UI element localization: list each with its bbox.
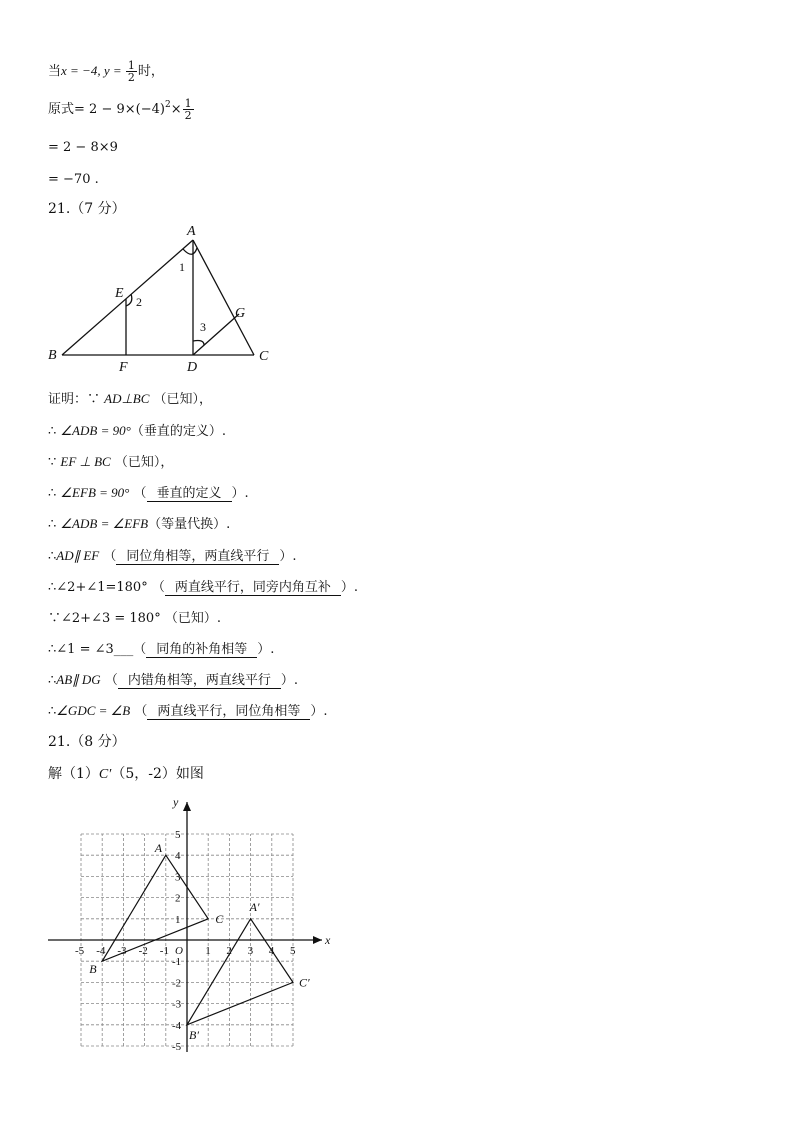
vertex-label: A	[154, 841, 163, 856]
proof-text: ∴	[48, 673, 57, 688]
point-label-c: C	[259, 349, 269, 364]
calc-text: 原式	[48, 102, 75, 117]
angle-label-3: 3	[200, 320, 206, 334]
proof-expr: ∠1 = ∠3	[56, 642, 114, 657]
vertex-label: C′	[299, 975, 310, 990]
calc-line-1	[48, 60, 164, 83]
angle-3-arc	[193, 341, 204, 346]
x-tick-label: -1	[159, 945, 169, 957]
answer-blank: 同角的补角相等	[146, 642, 257, 658]
y-axis-arrow	[183, 802, 191, 811]
y-tick-label: -2	[172, 977, 182, 990]
proof-reason: ）.	[279, 549, 297, 564]
origin-label: O	[175, 945, 183, 957]
x-axis-label: x	[325, 933, 331, 947]
calc-expr: = 2 − 9×(−4)	[74, 102, 165, 117]
y-tick-label: 3	[175, 871, 181, 884]
answer-blank: 内错角相等，两直线平行	[118, 673, 281, 689]
proof-expr: ∠2+∠3 = 180°	[61, 611, 161, 626]
answer-line	[48, 763, 204, 783]
proof-text: ∴	[48, 424, 61, 439]
proof-reason: （等量代换）.	[148, 517, 231, 532]
proof-line	[48, 607, 221, 626]
x-tick-label: -3	[117, 945, 127, 957]
proof-text: ∵	[48, 611, 62, 626]
y-tick-label: 4	[175, 850, 181, 863]
y-tick-label: -3	[172, 998, 182, 1011]
answer-prefix: 解（1）	[48, 766, 99, 782]
x-tick-label: 2	[226, 945, 232, 957]
proof-text: ∴	[48, 517, 61, 532]
calc-text: 当	[48, 64, 62, 79]
point-label-f: F	[119, 360, 128, 372]
proof-reason: ）.	[340, 580, 359, 595]
x-tick-label: -4	[96, 945, 106, 957]
y-tick-label: -1	[172, 956, 182, 969]
proof-expr: ∠ADB = 90°	[60, 423, 131, 438]
vertex-label: C	[215, 911, 224, 926]
point-label-d: D	[187, 360, 198, 372]
proof-expr: EF ⊥ BC	[60, 454, 111, 469]
proof-line	[48, 482, 249, 502]
proof-reason: （	[147, 580, 165, 595]
x-tick-label: 3	[247, 945, 254, 957]
point-label-e: E	[115, 286, 124, 301]
point-label-b: B	[48, 348, 57, 363]
proof-line	[48, 420, 226, 439]
triangle-a-prime-b-prime-c-prime	[187, 919, 293, 1025]
answer-blank: 两直线平行，同旁内角互补	[165, 580, 341, 596]
question-heading: 21.（8 分）	[48, 734, 126, 750]
proof-line	[48, 545, 297, 565]
proof-line	[48, 669, 298, 689]
proof-reason: ）.	[310, 704, 328, 719]
fraction	[126, 60, 137, 83]
fraction-denominator: 2	[184, 109, 192, 122]
y-tick-label: -5	[172, 1041, 182, 1053]
proof-expr: AD∥ EF	[56, 548, 100, 563]
vertex-label: B	[89, 962, 97, 977]
calc-expr: ×	[170, 102, 182, 117]
angle-1-arc	[183, 248, 197, 254]
proof-expr: AD⊥BC	[104, 391, 150, 406]
proof-line	[48, 451, 173, 470]
x-tick-label: 1	[205, 945, 211, 957]
proof-reason: （已知）.	[160, 611, 221, 626]
exponent: 2	[164, 100, 171, 110]
x-tick-label: 5	[290, 945, 296, 957]
proof-reason: ___（	[113, 642, 147, 657]
angle-label-1: 1	[179, 260, 185, 274]
proof-reason: （	[100, 673, 118, 688]
proof-expr: ∠GDC = ∠B	[56, 703, 131, 718]
answer-point: C′	[98, 767, 112, 782]
proof-line	[48, 576, 358, 596]
x-axis-arrow	[313, 936, 322, 944]
proof-line	[48, 388, 212, 407]
calc-line-3: = 2 − 8×9	[48, 140, 118, 155]
fraction-numerator: 1	[184, 97, 192, 110]
proof-text: ∴	[48, 580, 57, 595]
proof-line	[48, 700, 328, 720]
proof-reason: （	[129, 486, 147, 501]
proof-text: ∴	[48, 486, 61, 501]
fraction	[183, 98, 194, 121]
answer-blank: 垂直的定义	[147, 486, 232, 502]
fraction-numerator: 1	[127, 59, 135, 72]
calc-line-2	[48, 98, 195, 121]
proof-expr: ∠EFB = 90°	[60, 485, 130, 500]
calc-line-4: = −70 .	[48, 172, 99, 187]
proof-text: ∵	[48, 455, 61, 470]
x-tick-label: -2	[138, 945, 148, 957]
question-heading: 21.（7 分）	[48, 201, 126, 217]
point-label-g: G	[235, 306, 246, 321]
proof-reason: （已知），	[110, 455, 174, 470]
segment-ac	[193, 240, 254, 355]
fraction-denominator: 2	[127, 71, 135, 84]
proof-reason: （	[99, 549, 117, 564]
segment-ab	[62, 240, 193, 355]
vertex-label: B′	[189, 1027, 199, 1042]
proof-text: ∴	[48, 549, 57, 564]
y-tick-label: 2	[175, 892, 181, 905]
proof-reason: （已知），	[149, 392, 213, 407]
y-tick-label: -4	[172, 1019, 182, 1032]
answer-blank: 两直线平行，同位角相等	[147, 704, 310, 720]
proof-reason: ）.	[280, 673, 298, 688]
x-tick-label: -5	[75, 945, 85, 957]
calc-expr: x = −4, y =	[61, 63, 125, 78]
proof-line	[48, 638, 274, 658]
geometry-figure	[44, 222, 284, 372]
x-tick-label: 4	[268, 945, 275, 957]
proof-expr: AB∥ DG	[56, 672, 101, 687]
y-tick-label: 5	[175, 829, 181, 841]
proof-reason: ）.	[231, 486, 249, 501]
angle-label-2: 2	[136, 295, 142, 309]
proof-expr: ∠2+∠1=180°	[56, 580, 148, 595]
answer-blank: 同位角相等，两直线平行	[116, 549, 279, 565]
proof-reason: ）.	[257, 642, 275, 657]
proof-text: ∴	[48, 704, 57, 719]
proof-reason: （垂直的定义）.	[130, 424, 226, 439]
proof-text: ∴	[48, 642, 57, 657]
proof-reason: （	[130, 704, 148, 719]
y-axis-label: y	[173, 795, 179, 809]
calc-text: 时，	[137, 64, 164, 79]
answer-coords: （5，-2）如图	[111, 766, 204, 782]
proof-line	[48, 513, 230, 532]
proof-text: 证明：∵	[48, 392, 105, 407]
coordinate-grid-chart	[40, 790, 340, 1060]
proof-expr: ∠ADB = ∠EFB	[60, 516, 149, 531]
y-tick-label: 1	[175, 913, 181, 926]
point-label-a: A	[187, 224, 196, 239]
vertex-label: A′	[249, 899, 260, 914]
